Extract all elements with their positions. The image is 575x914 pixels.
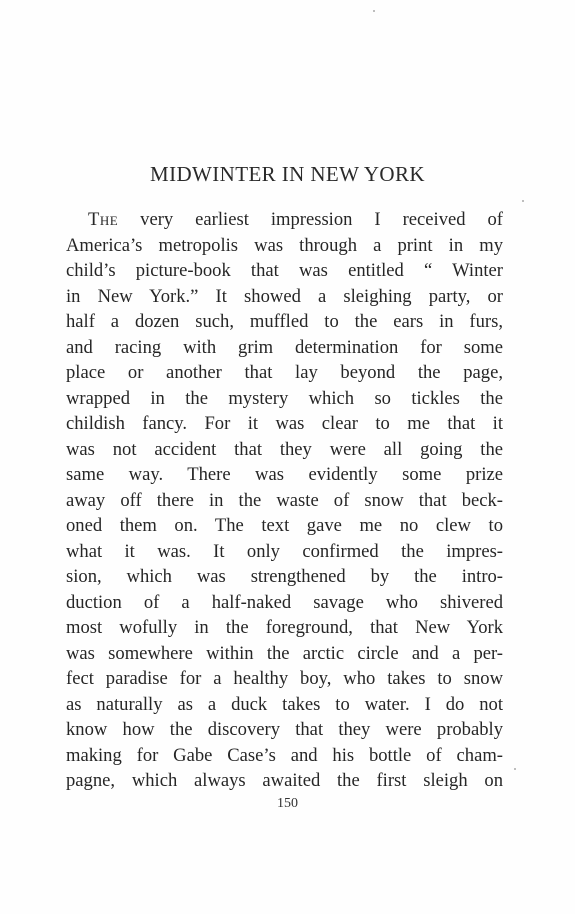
text-line: half a dozen such, muffled to the ears in furs, bbox=[66, 311, 503, 332]
text-line bbox=[66, 207, 503, 233]
paper-speck bbox=[514, 768, 516, 770]
paper-speck bbox=[373, 10, 375, 12]
text-line: childish fancy. For it was clear to me that it bbox=[66, 413, 503, 434]
text-line: fect paradise for a healthy boy, who takes to snow bbox=[66, 668, 503, 689]
text-line: child’s picture-book that was entitled “ Winter bbox=[66, 260, 503, 281]
chapter-title: MIDWINTER IN NEW YORK bbox=[150, 162, 425, 186]
paper-speck bbox=[522, 200, 524, 202]
text-line: place or another that lay beyond the page, bbox=[66, 362, 503, 383]
lead-word: The bbox=[88, 209, 119, 230]
text-line: sion, which was strengthened by the intro- bbox=[66, 566, 503, 587]
text-line: what it was. It only confirmed the impres- bbox=[66, 540, 503, 562]
text-line: and racing with grim determination for some bbox=[66, 336, 503, 358]
text-line: most wofully in the foreground, that New York bbox=[66, 617, 503, 638]
text-line: know how the discovery that they were probably bbox=[66, 719, 503, 740]
text-line: America’s metropolis was through a print in my bbox=[66, 234, 503, 256]
body-paragraph bbox=[66, 207, 503, 794]
text-line: pagne, which always awaited the first sleigh on bbox=[66, 770, 503, 791]
page-number: 150 bbox=[277, 796, 298, 811]
text-line: making for Gabe Case’s and his bottle of cham- bbox=[66, 744, 503, 766]
text-line: wrapped in the mystery which so tickles the bbox=[66, 387, 503, 409]
text-line: duction of a half-naked savage who shivered bbox=[66, 591, 503, 613]
text-line: was not accident that they were all going the bbox=[66, 438, 503, 460]
text-line: in New York.” It showed a sleighing party, or bbox=[66, 285, 503, 307]
text-line-content: very earliest impression I received of bbox=[118, 209, 503, 230]
text-line: was somewhere within the arctic circle and a per- bbox=[66, 642, 503, 664]
text-line: as naturally as a duck takes to water. I do not bbox=[66, 693, 503, 715]
text-line: away off there in the waste of snow that beck- bbox=[66, 489, 503, 511]
text-line: same way. There was evidently some prize bbox=[66, 464, 503, 485]
text-line: oned them on. The text gave me no clew to bbox=[66, 515, 503, 536]
